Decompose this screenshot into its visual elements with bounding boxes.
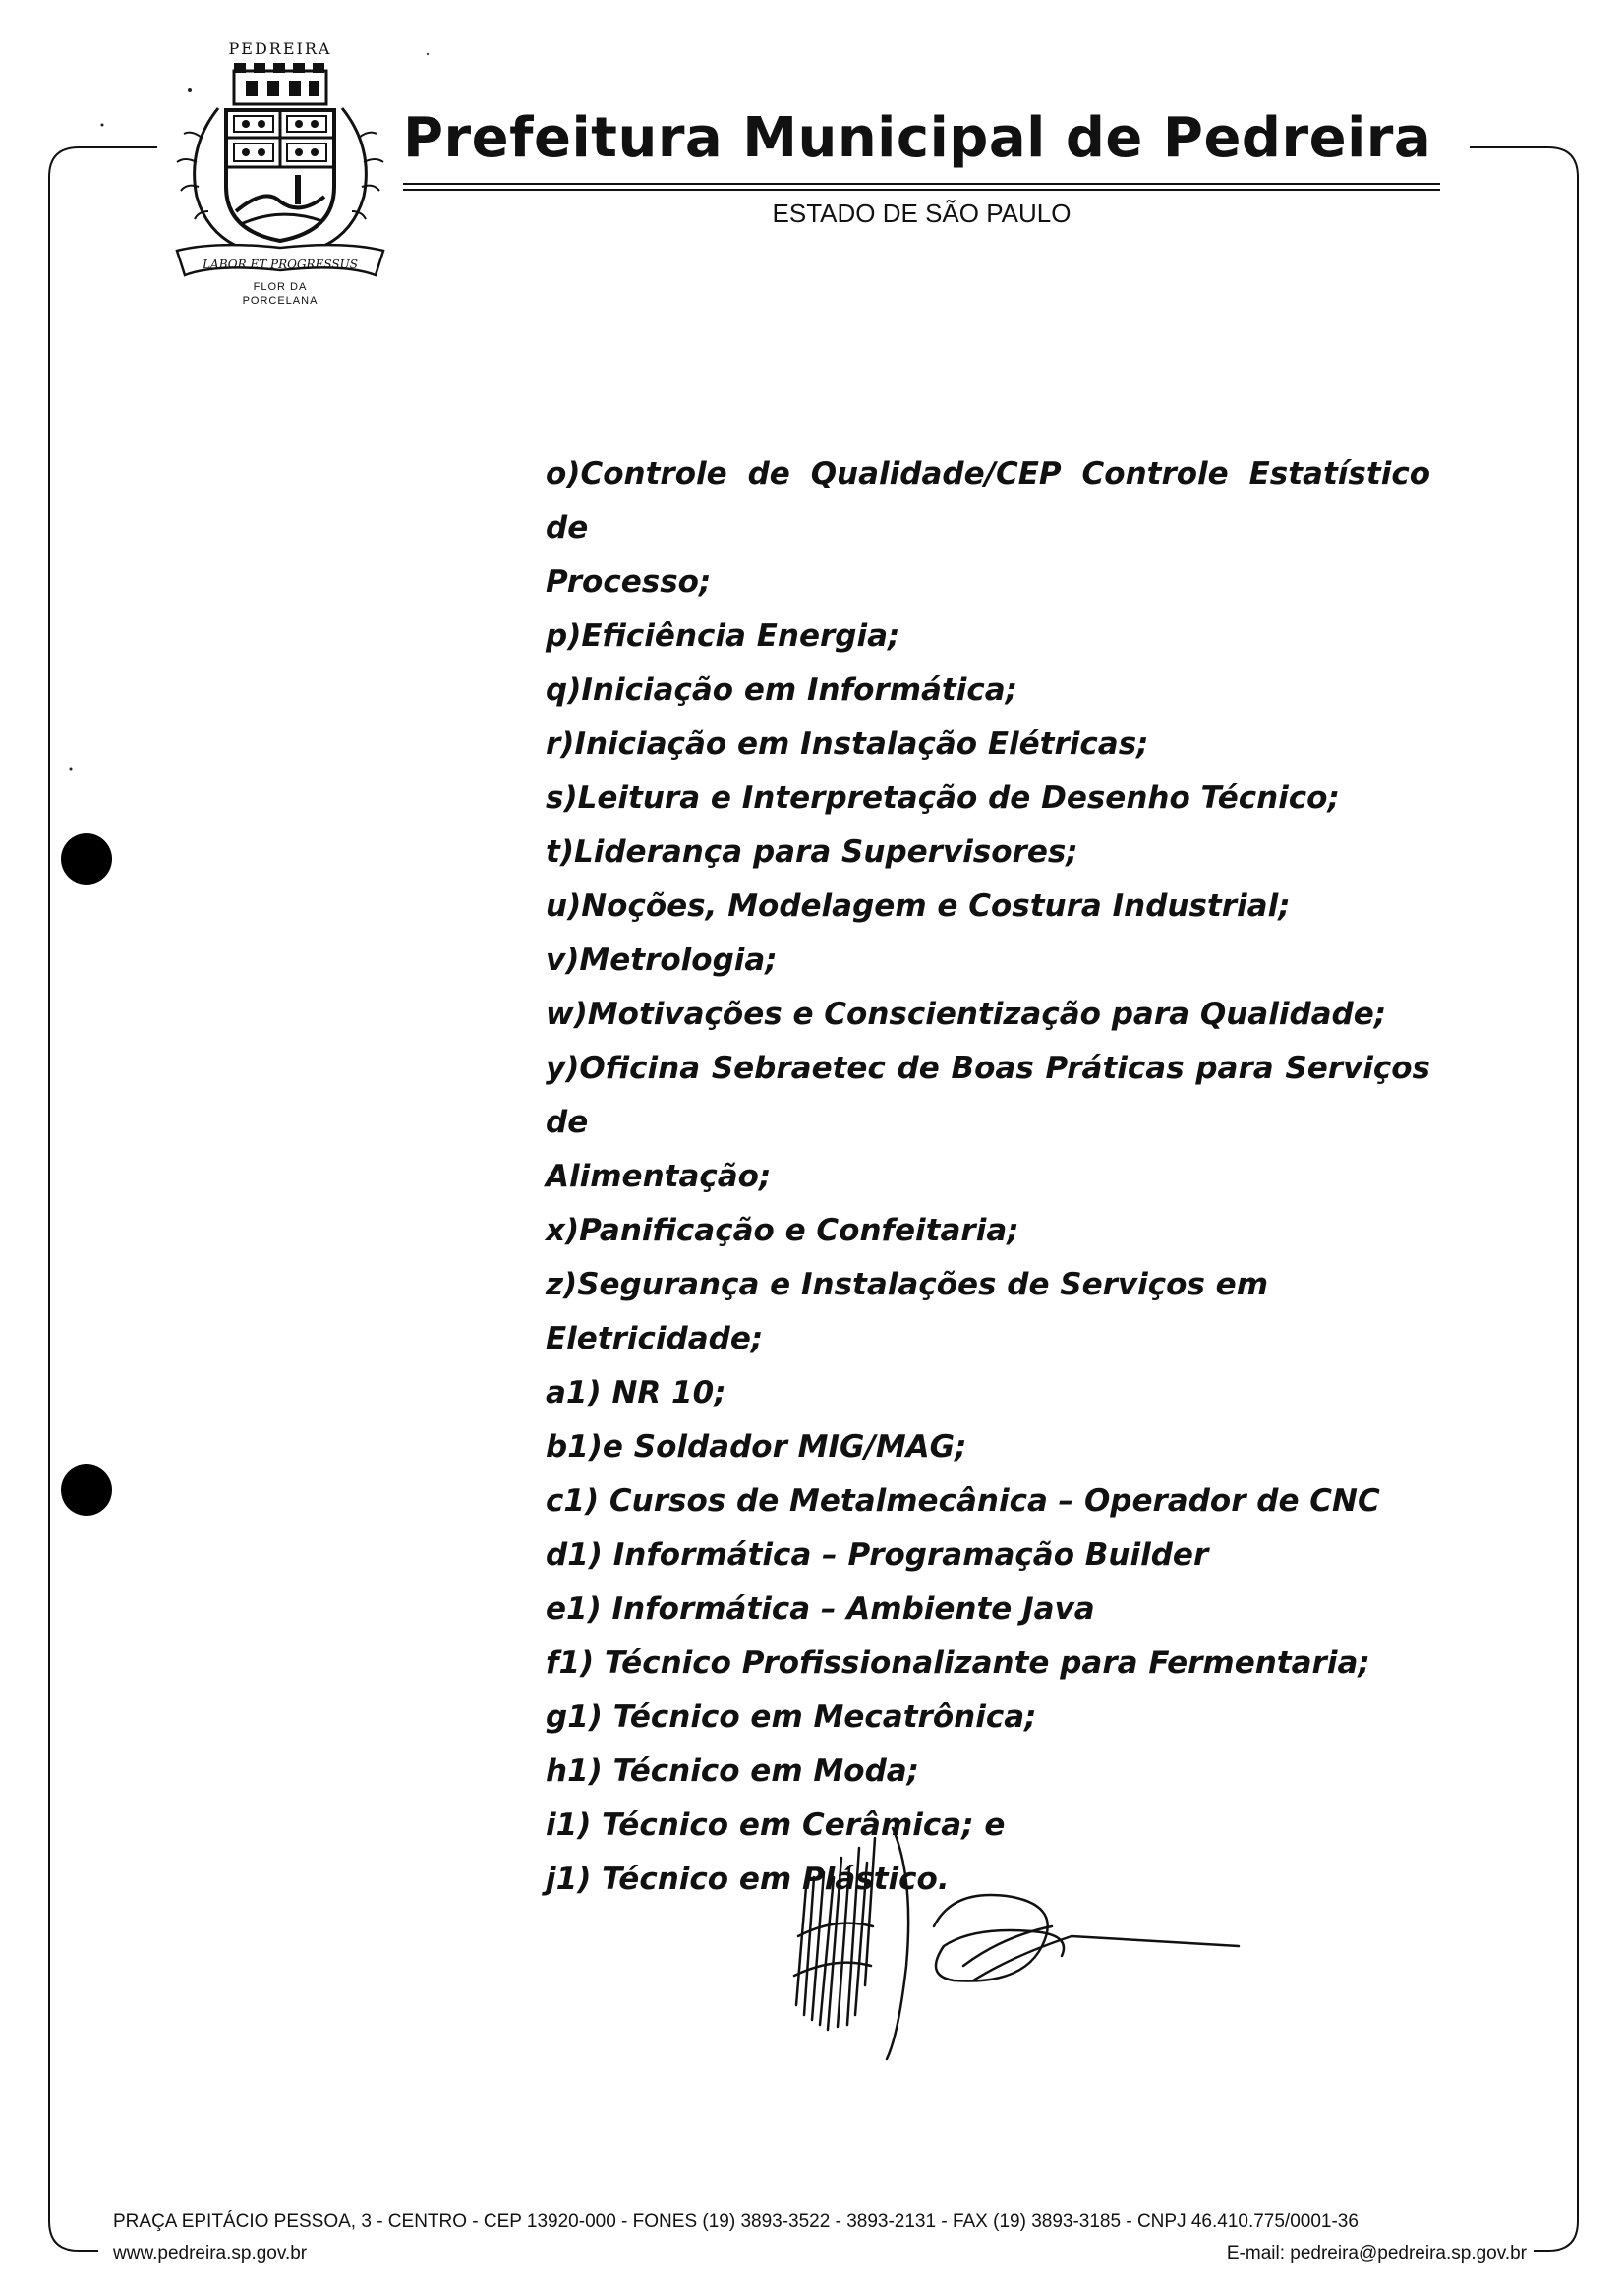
course-item: e1) Informática – Ambiente Java xyxy=(546,1591,1095,1627)
course-item: v)Metrologia; xyxy=(546,943,778,978)
seal-motto-line-2: PORCELANA xyxy=(242,295,319,307)
course-item: b1)e Soldador MIG/MAG; xyxy=(546,1429,967,1464)
course-item: g1) Técnico em Mecatrônica; xyxy=(546,1699,1037,1735)
course-item: o)Controle de Qualidade/CEP Controle Estatístico de xyxy=(546,456,1430,545)
footer-email: E-mail: pedreira@pedreira.sp.gov.br xyxy=(1226,2243,1527,2264)
footer-address: PRAÇA EPITÁCIO PESSOA, 3 - CENTRO - CEP 13920-000 - FONES (19) 3893-3522 - 3893-2131 - FAX (19) 3893-3185 - CNPJ 46.410.775/0001-36 xyxy=(113,2211,1359,2232)
course-item: t)Liderança para Supervisores; xyxy=(546,834,1078,870)
course-item: p)Eficiência Energia; xyxy=(546,618,900,654)
binder-hole-bottom xyxy=(61,1464,112,1516)
course-item: q)Iniciação em Informática; xyxy=(546,672,1018,708)
page-subtitle: ESTADO DE SÃO PAULO xyxy=(772,199,1072,228)
course-item: r)Iniciação em Instalação Elétricas; xyxy=(546,726,1149,762)
course-item: j1) Técnico em Plástico. xyxy=(546,1862,950,1897)
seal-motto-line-1: FLOR DA xyxy=(253,281,308,293)
course-item: z)Segurança e Instalações de Serviços em Eletricidade; xyxy=(546,1267,1269,1356)
page-title: Prefeitura Municipal de Pedreira xyxy=(403,106,1432,170)
course-item: f1) Técnico Profissionalizante para Fermentaria; xyxy=(546,1645,1370,1681)
course-item: x)Panificação e Confeitaria; xyxy=(546,1213,1019,1248)
header-rule-top xyxy=(403,183,1440,185)
course-item: w)Motivações e Conscientização para Qualidade; xyxy=(546,997,1387,1032)
course-item: c1) Cursos de Metalmecânica – Operador de CNC xyxy=(546,1483,1380,1519)
binder-hole-top xyxy=(61,833,112,885)
course-item: i1) Técnico em Cerâmica; e xyxy=(546,1808,1006,1843)
signature-icon xyxy=(777,1818,1268,2064)
course-item: d1) Informática – Programação Builder xyxy=(546,1537,1209,1573)
course-item: h1) Técnico em Moda; xyxy=(546,1753,920,1789)
city-seal xyxy=(157,39,403,307)
course-item: u)Noções, Modelagem e Costura Industrial; xyxy=(546,889,1291,924)
header-rule-bottom xyxy=(403,189,1440,191)
seal-top-text: PEDREIRA xyxy=(228,39,332,58)
seal-ribbon-text: LABOR ET PROGRESSUS xyxy=(203,258,358,271)
course-item: y)Oficina Sebraetec de Boas Práticas para Serviços de xyxy=(546,1051,1430,1140)
course-item: s)Leitura e Interpretação de Desenho Técnico; xyxy=(546,780,1340,816)
course-item: Processo; xyxy=(546,564,712,600)
footer-website: www.pedreira.sp.gov.br xyxy=(113,2243,308,2264)
course-item: Alimentação; xyxy=(546,1159,772,1194)
course-list xyxy=(546,447,1430,1907)
coat-of-arms-icon xyxy=(157,39,403,295)
course-item: a1) NR 10; xyxy=(546,1375,726,1410)
